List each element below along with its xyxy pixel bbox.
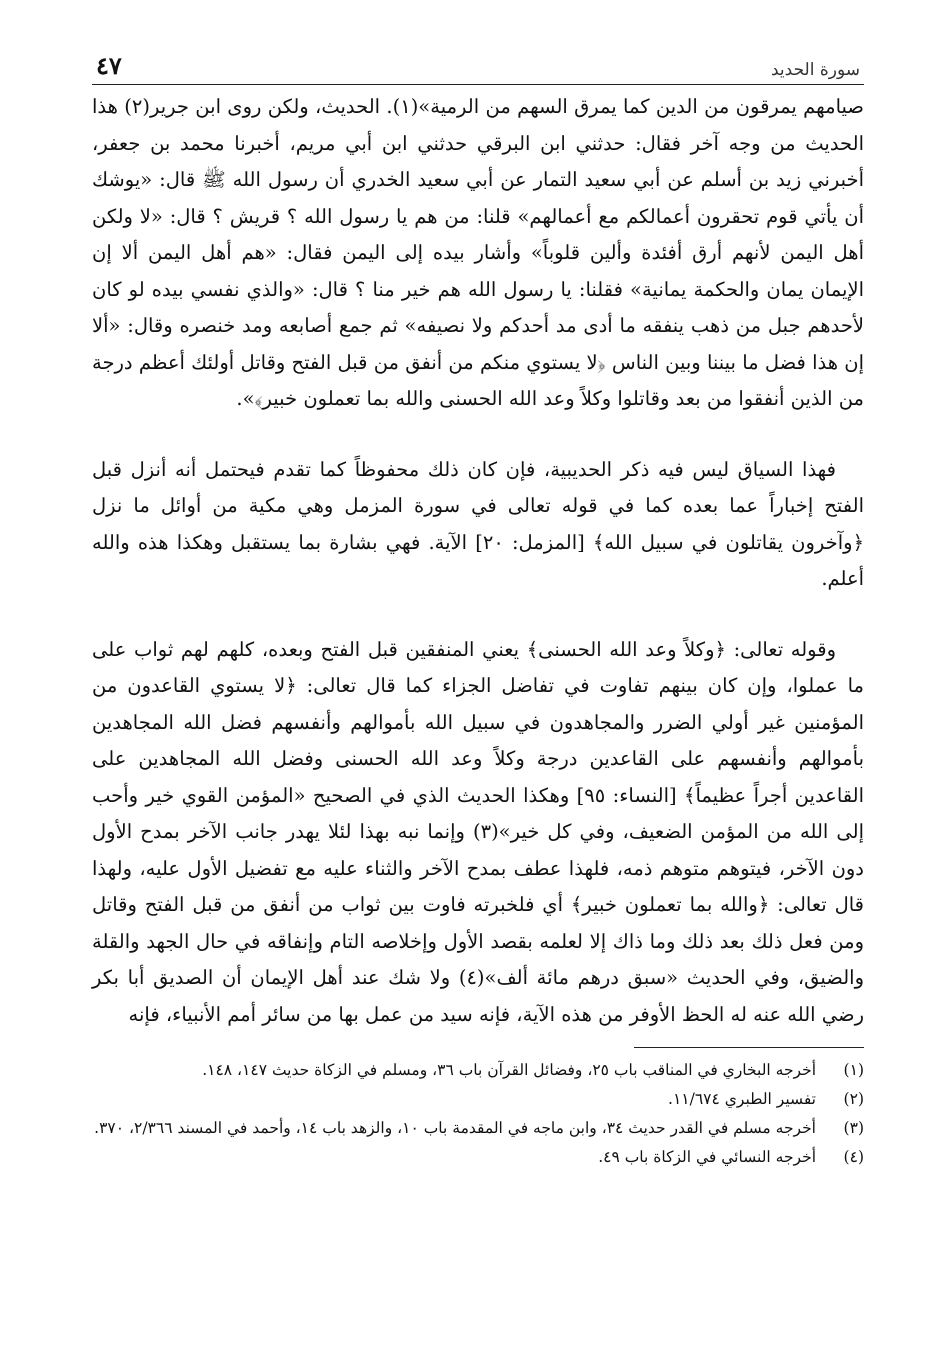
footnote-3 — [92, 1114, 864, 1143]
footnotes — [92, 1056, 864, 1172]
footnote-number: (١) — [843, 1061, 864, 1079]
footnote-number: (٣) — [843, 1119, 864, 1137]
page-body — [92, 89, 864, 1033]
page-header — [92, 40, 864, 85]
footnote-2 — [92, 1085, 864, 1114]
surah-title: سورة الحديد — [770, 60, 860, 80]
page-number: ٤٧ — [96, 51, 122, 80]
footnote-4 — [92, 1143, 864, 1172]
footnote-divider — [634, 1047, 864, 1048]
footnote-number: (٤) — [843, 1148, 864, 1166]
paragraph-2: فهذا السياق ليس فيه ذكر الحديبية، فإن كان ذلك محفوظاً كما تقدم فيحتمل أنه أنزل قبل الفتح إخباراً عما بعده كما في قوله تعالى في سورة المزمل وهي مكية من أوائل ما نزل ﴿وآخرون يقاتلون في سبيل الله﴾ [المزمل: ٢٠] الآية. فهي بشارة بما يستقبل وهكذا هذه والله أعلم. — [92, 457, 864, 590]
paragraph-1: صيامهم يمرقون من الدين كما يمرق السهم من الرمية»(١). الحديث، ولكن روى ابن جرير(٢) هذا الحديث من وجه آخر فقال: حدثني ابن البرقي حدثني ابن أبي مريم، أخبرنا محمد بن جعفر، أخبرني زيد بن أسلم عن أبي سعيد التمار عن أبي سعيد الخدري أن رسول الله ﷺ قال: «يوشك أن يأتي قوم تحقرون أعمالكم مع أعمالهم» قلنا: من هم يا رسول الله ؟ قريش ؟ قال: «لا ولكن أهل اليمن لأنهم أرق أفئدة وألين قلوباً» وأشار بيده إلى اليمن فقال: «هم أهل اليمن ألا إن الإيمان يمان والحكمة يمانية» فقلنا: يا رسول الله هم خير منا ؟ قال: «والذي نفسي بيده لو كان لأحدهم جبل من ذهب ينفقه ما أدى مد أحدكم ولا نصيفه» ثم جمع أصابعه ومد خنصره وقال: «ألا إن هذا فضل ما بيننا وبين الناس ﴿لا يستوي منكم من أنفق من قبل الفتح وقاتل أولئك أعظم درجة من الذين أنفقوا من بعد وقاتلوا وكلاً وعد الله الحسنى والله بما تعملون خبير﴾». — [92, 95, 864, 410]
footnote-text: أخرجه النسائي في الزكاة باب ٤٩. — [598, 1148, 816, 1166]
book-page — [92, 40, 864, 1172]
paragraph-3: وقوله تعالى: ﴿وكلاً وعد الله الحسنى﴾ يعني المنفقين قبل الفتح وبعده، كلهم لهم ثواب على ما عملوا، وإن كان بينهم تفاوت في تفاضل الجزاء كما قال تعالى: ﴿لا يستوي القاعدون من المؤمنين غير أولي الضرر والمجاهدون في سبيل الله بأموالهم وأنفسهم فضل الله المجاهدين بأموالهم وأنفسهم على القاعدين درجة وكلاً وعد الله الحسنى وفضل الله المجاهدين على القاعدين أجراً عظيماً﴾ [النساء: ٩٥] وهكذا الحديث الذي في الصحيح «المؤمن القوي خير وأحب إلى الله من المؤمن الضعيف، وفي كل خير»(٣) وإنما نبه بهذا لئلا يهدر جانب الآخر بمدح الأول دون الآخر، فيتوهم متوهم ذمه، فلهذا عطف بمدح الآخر والثناء عليه مع تفضيل الأول عليه، ولهذا قال تعالى: ﴿والله بما تعملون خبير﴾ أي فلخبرته فاوت بين ثواب من أنفق من قبل الفتح وقاتل ومن فعل ذلك بعد ذلك وما ذاك إلا لعلمه بقصد الأول وإخلاصه التام وإنفاقه في حال الجهد والقلة والضيق، وفي الحديث «سبق درهم مائة ألف»(٤) ولا شك عند أهل الإيمان أن الصديق أبا بكر رضي الله عنه له الحظ الأوفر من هذه الآية، فإنه سيد من عمل بها من سائر أمم الأنبياء، فإنه — [92, 637, 865, 1026]
footnote-text: أخرجه البخاري في المناقب باب ٢٥، وفضائل القرآن باب ٣٦، ومسلم في الزكاة حديث ١٤٧، ١٤٨. — [202, 1061, 816, 1079]
footnote-text: أخرجه مسلم في القدر حديث ٣٤، وابن ماجه في المقدمة باب ١٠، والزهد باب ١٤، وأحمد في المسند ٢/٣٦٦، ٣٧٠. — [94, 1119, 816, 1137]
footnote-1 — [92, 1056, 864, 1085]
footnote-text: تفسير الطبري ١١/٦٧٤. — [668, 1090, 816, 1108]
footnote-number: (٢) — [843, 1090, 864, 1108]
